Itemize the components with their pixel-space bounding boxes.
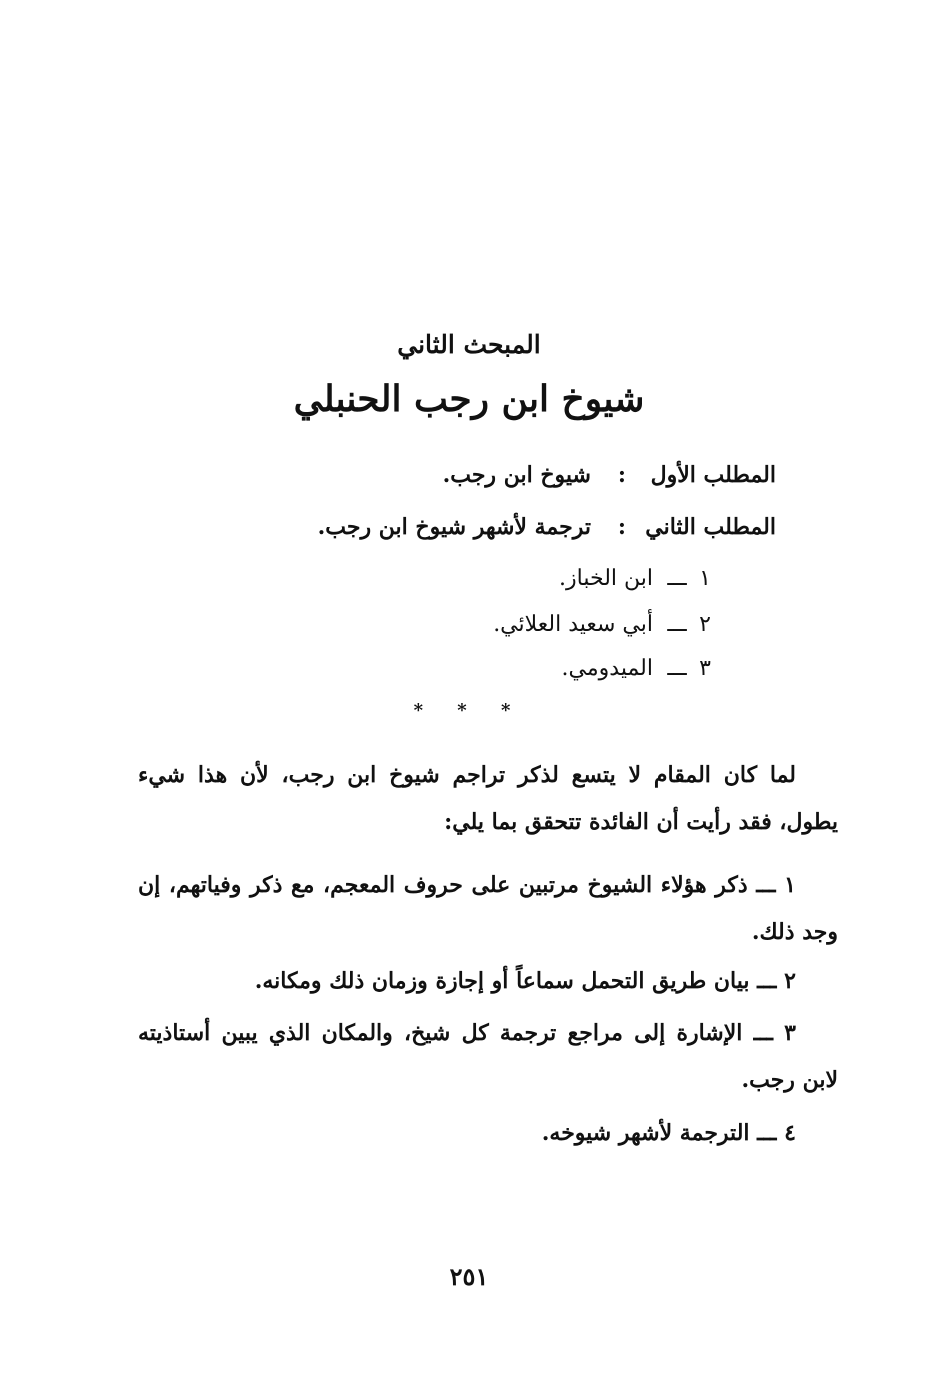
sub-item-dash: ـــ bbox=[667, 612, 687, 637]
toc-row-first bbox=[256, 462, 776, 502]
sub-item bbox=[562, 656, 716, 681]
toc-label: المطلب الأول bbox=[650, 462, 776, 488]
point-text: ٣ ـــ الإشارة إلى مراجع ترجمة كل شيخ، والمكان الذي يبين أستاذيته لابن رجب. bbox=[138, 1020, 838, 1093]
section-separator: * * * bbox=[413, 700, 525, 721]
point-item bbox=[138, 958, 838, 1005]
point-text: ٤ ـــ الترجمة لأشهر شيوخه. bbox=[541, 1120, 796, 1146]
point-item bbox=[138, 1010, 838, 1104]
sub-item bbox=[559, 566, 716, 591]
section-title: شيوخ ابن رجب الحنبلي bbox=[293, 378, 645, 420]
sub-item-number: ١ bbox=[699, 566, 711, 591]
sub-item-dash: ـــ bbox=[667, 656, 687, 681]
page-number: ٢٥١ bbox=[449, 1262, 489, 1291]
point-item bbox=[138, 862, 838, 956]
sub-item-number: ٢ bbox=[699, 612, 711, 637]
toc-value: ترجمة لأشهر شيوخ ابن رجب. bbox=[317, 514, 591, 540]
intro-text: لما كان المقام لا يتسع لذكر تراجم شيوخ ابن رجب، لأن هذا شيء يطول، فقد رأيت أن الفائدة تتحقق بما يلي: bbox=[138, 762, 838, 835]
toc-row-second bbox=[256, 514, 776, 554]
sub-item-text: ابن الخباز. bbox=[559, 566, 653, 591]
sub-item-number: ٣ bbox=[699, 656, 711, 681]
point-text: ١ ـــ ذكر هؤلاء الشيوخ مرتبين على حروف المعجم، مع ذكر وفياتهم، إن وجد ذلك. bbox=[138, 872, 838, 945]
point-item bbox=[138, 1110, 838, 1157]
sub-item-text: أبي سعيد العلائي. bbox=[493, 612, 653, 637]
sub-item-dash: ـــ bbox=[667, 566, 687, 591]
toc-label: المطلب الثاني bbox=[645, 514, 776, 540]
sub-item-text: الميدومي. bbox=[561, 656, 653, 681]
sub-item bbox=[493, 612, 716, 637]
point-text: ٢ ـــ بيان طريق التحمل سماعاً أو إجازة وزمان ذلك ومكانه. bbox=[254, 968, 796, 994]
intro-paragraph bbox=[138, 752, 838, 846]
toc-value: شيوخ ابن رجب. bbox=[442, 462, 591, 488]
section-label: المبحث الثاني bbox=[397, 330, 541, 359]
toc-colon: : bbox=[617, 462, 626, 488]
toc-colon: : bbox=[617, 514, 626, 540]
